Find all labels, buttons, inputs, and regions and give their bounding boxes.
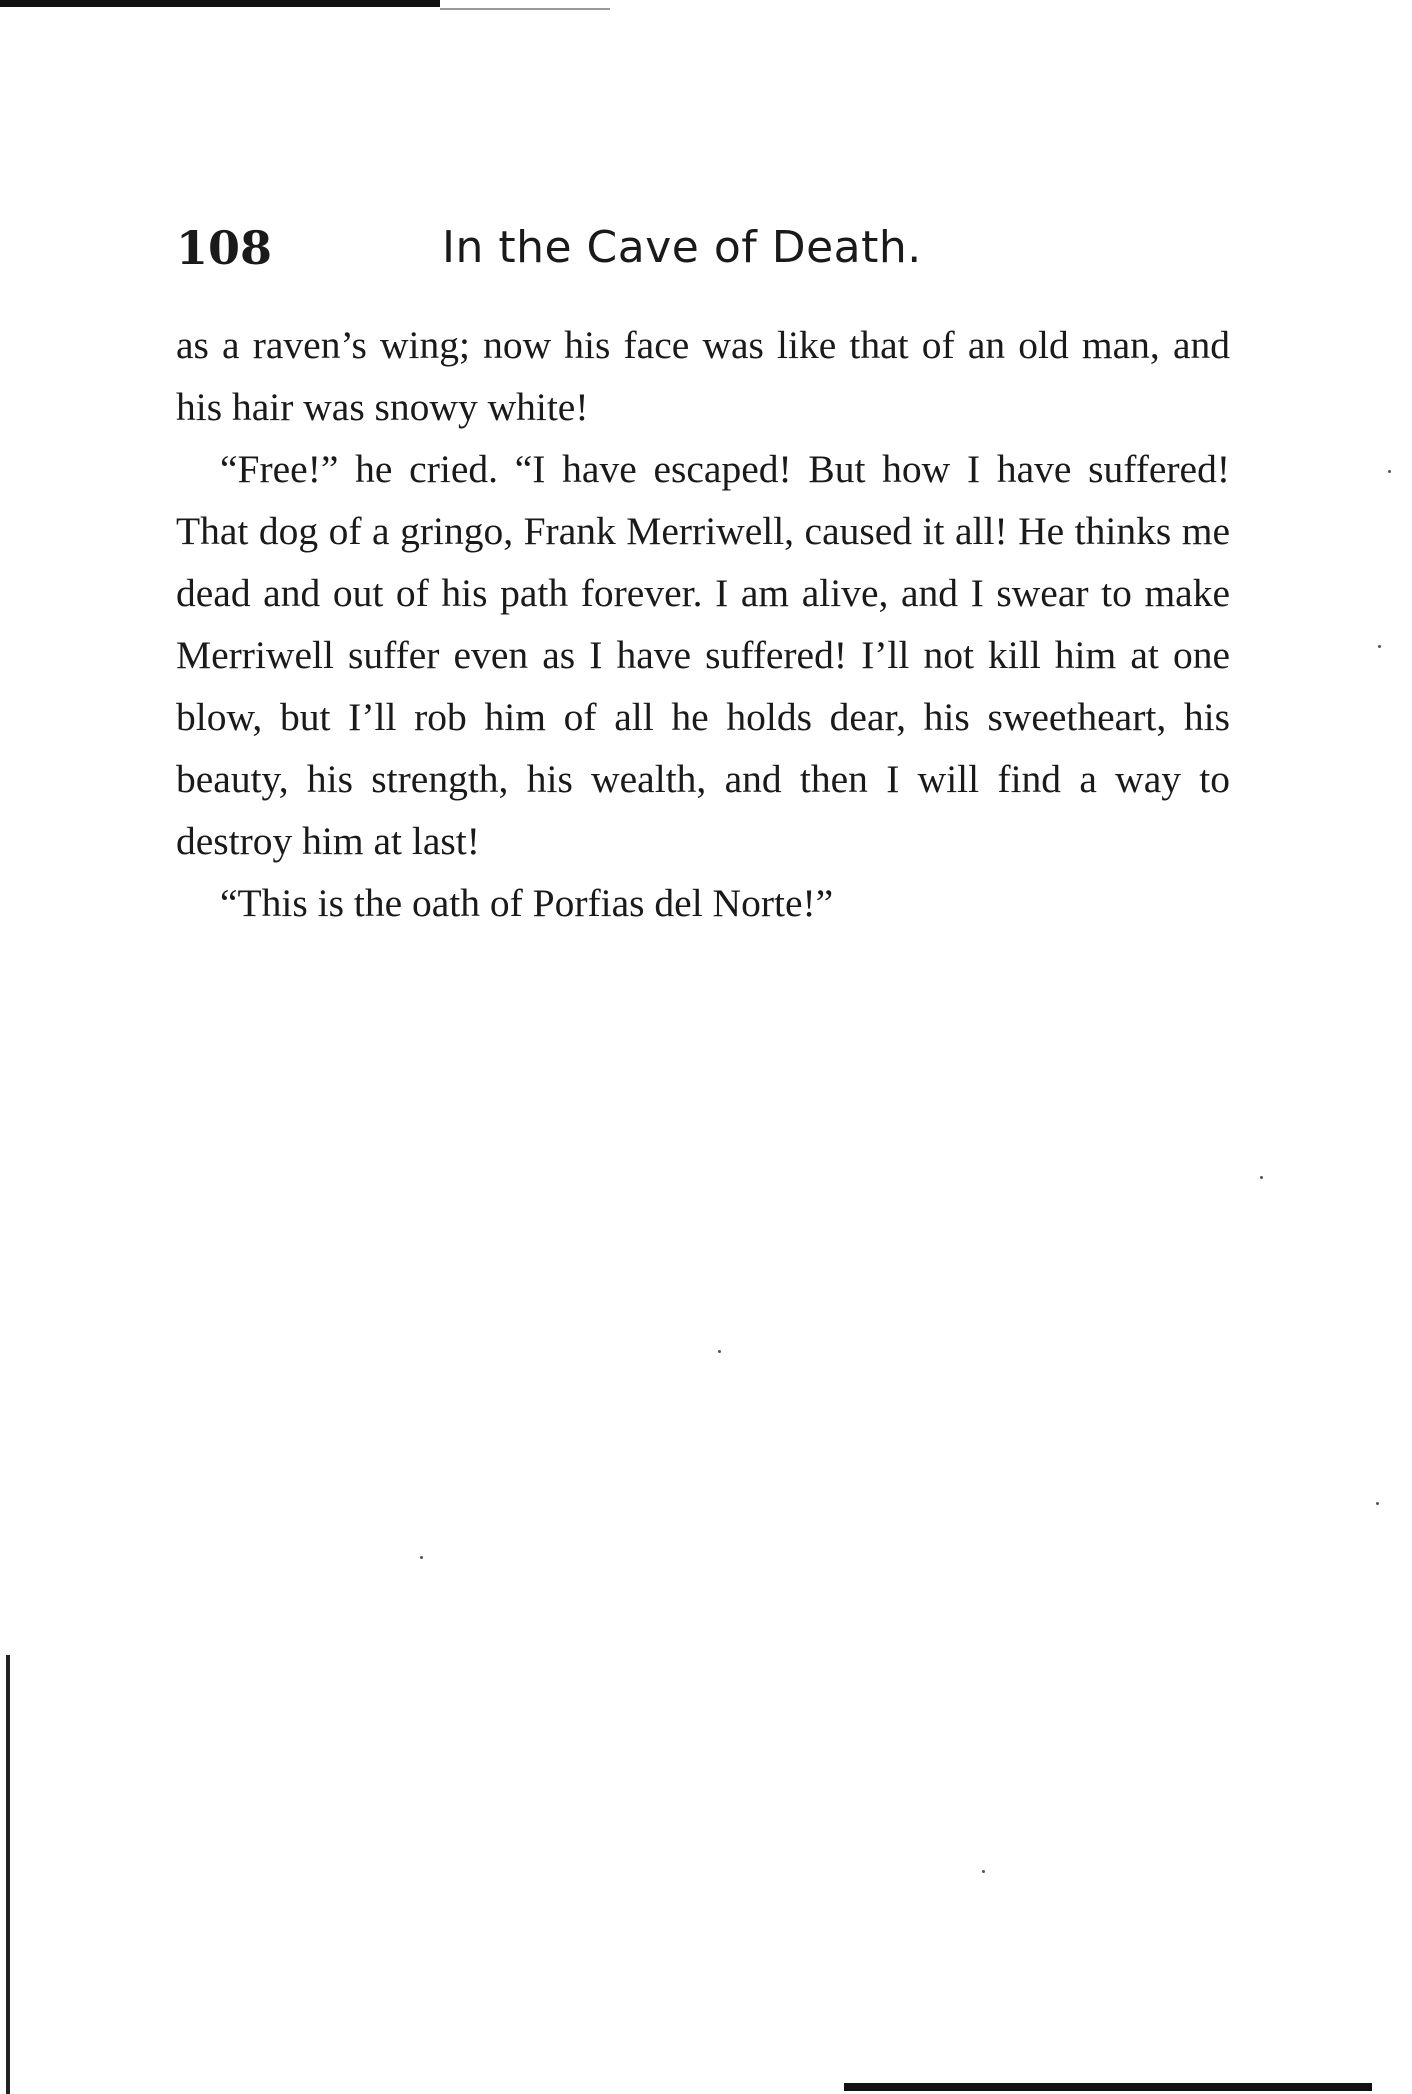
page-header xyxy=(176,218,1236,278)
scan-speck xyxy=(1376,1502,1379,1505)
top-edge-thin-rule xyxy=(440,8,610,10)
paragraph: as a raven’s wing; now his face was like that of an old man, and his hair was snowy white! xyxy=(176,323,1230,429)
scan-speck xyxy=(1260,1176,1263,1179)
page-number: 108 xyxy=(176,221,273,275)
left-edge-rule xyxy=(6,1655,10,2094)
paragraph: “This is the oath of Porfias del Norte!” xyxy=(220,881,834,925)
scan-speck xyxy=(982,1870,985,1873)
scan-speck xyxy=(1378,645,1381,648)
scan-speck xyxy=(420,1556,423,1559)
running-title: In the Cave of Death. xyxy=(442,222,922,273)
body-text xyxy=(176,314,1230,934)
bottom-edge-rule xyxy=(844,2083,1372,2091)
scan-speck xyxy=(718,1350,721,1353)
paragraph: “Free!” he cried. “I have escaped! But how I have suffered! That dog of a gringo, Frank Merriwell, caused it all! He thinks me dead and out of his path forever. I am alive, and I swear to make Merriwell suffer even as I have suffered! I’ll not kill him at one blow, but I’ll rob him of all he holds dear, his sweetheart, his beauty, his strength, his wealth, and then I will find a way to destroy him at last! xyxy=(176,447,1230,863)
top-edge-rule xyxy=(0,0,440,7)
scan-speck xyxy=(1388,470,1391,473)
